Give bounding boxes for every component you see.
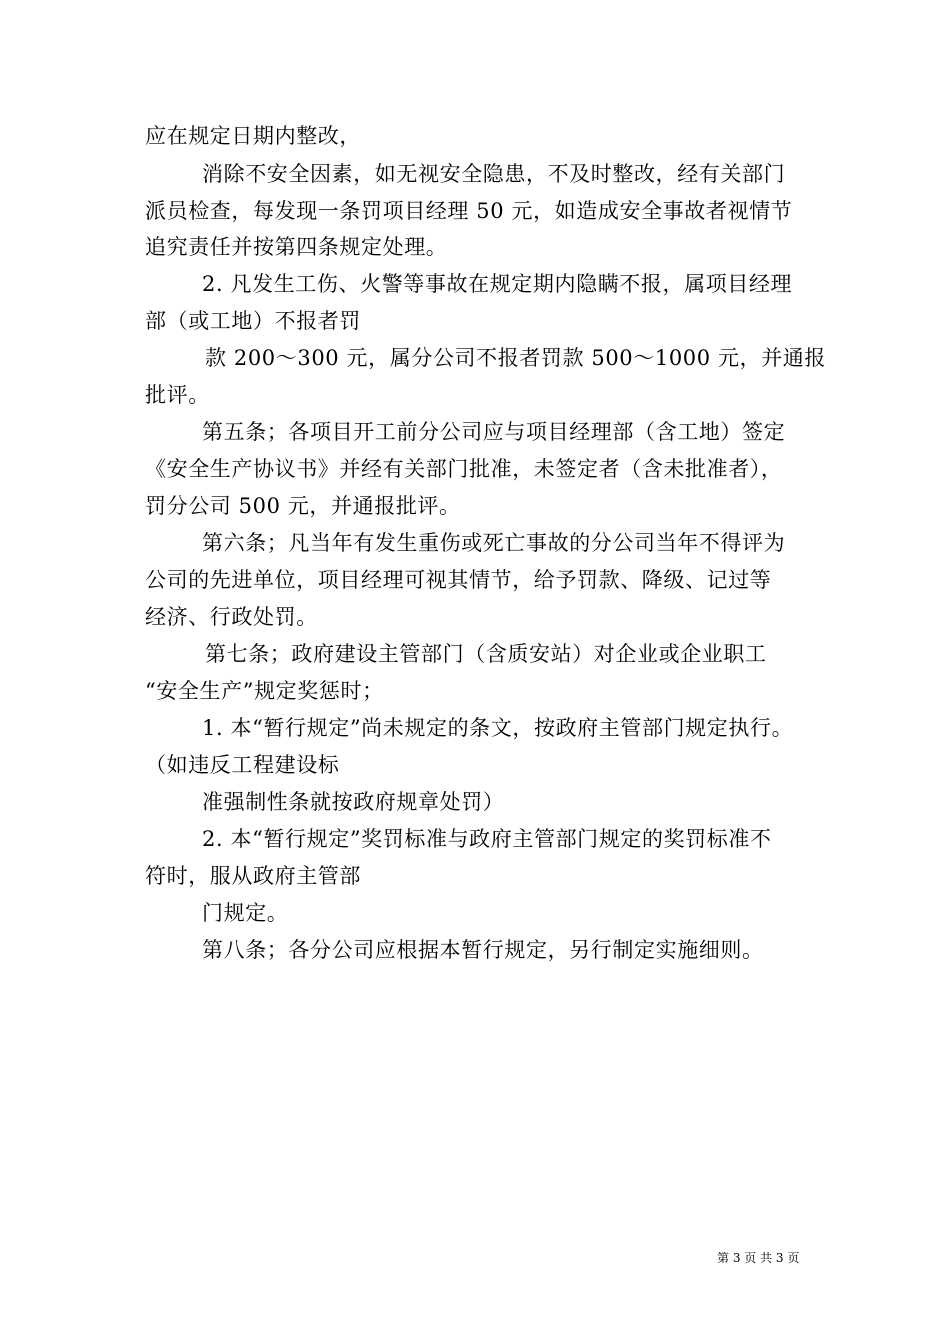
text-line: 追究责任并按第四条规定处理。 <box>145 235 448 259</box>
text-line: 准强制性条就按政府规章处罚） <box>202 790 505 814</box>
text-line: 1. 本“暂行规定”尚未规定的条文，按政府主管部门规定执行。 <box>202 716 794 740</box>
text-line: 《安全生产协议书》并经有关部门批准，未签定者（含未批准者）， <box>145 457 783 481</box>
text-line: 公司的先进单位，项目经理可视其情节，给予罚款、降级、记过等 <box>145 568 772 592</box>
text-line: 罚分公司 500 元，并通报批评。 <box>145 494 461 518</box>
text-line: 款 200～300 元，属分公司不报者罚款 500～1000 元，并通报 <box>205 346 826 370</box>
text-line: 第五条；各项目开工前分公司应与项目经理部（含工地）签定 <box>202 420 786 444</box>
text-line: 2. 凡发生工伤、火警等事故在规定期内隐瞒不报，属项目经理 <box>202 272 793 296</box>
text-line: 应在规定日期内整改， <box>145 124 361 148</box>
text-line: 符时，服从政府主管部 <box>145 864 361 888</box>
text-line: 经济、行政处罚。 <box>145 605 318 629</box>
text-line: 2. 本“暂行规定”奖罚标准与政府主管部门规定的奖罚标准不 <box>202 827 772 851</box>
text-line: 第六条；凡当年有发生重伤或死亡事故的分公司当年不得评为 <box>202 531 786 555</box>
text-line: 派员检查，每发现一条罚项目经理 50 元，如造成安全事故者视情节 <box>145 199 793 223</box>
text-line: 门规定。 <box>202 901 289 925</box>
text-line: （如违反工程建设标 <box>145 753 340 777</box>
text-line: 第七条；政府建设主管部门（含质安站）对企业或企业职工 <box>205 642 767 666</box>
text-line: 部（或工地）不报者罚 <box>145 309 361 333</box>
text-line: “安全生产”规定奖惩时； <box>145 679 384 703</box>
text-line: 第八条；各分公司应根据本暂行规定，另行制定实施细则。 <box>202 938 764 962</box>
page-number: 第 3 页 共 3 页 <box>717 1251 800 1265</box>
text-line: 消除不安全因素，如无视安全隐患，不及时整改，经有关部门 <box>202 162 786 186</box>
text-line: 批评。 <box>145 383 210 407</box>
